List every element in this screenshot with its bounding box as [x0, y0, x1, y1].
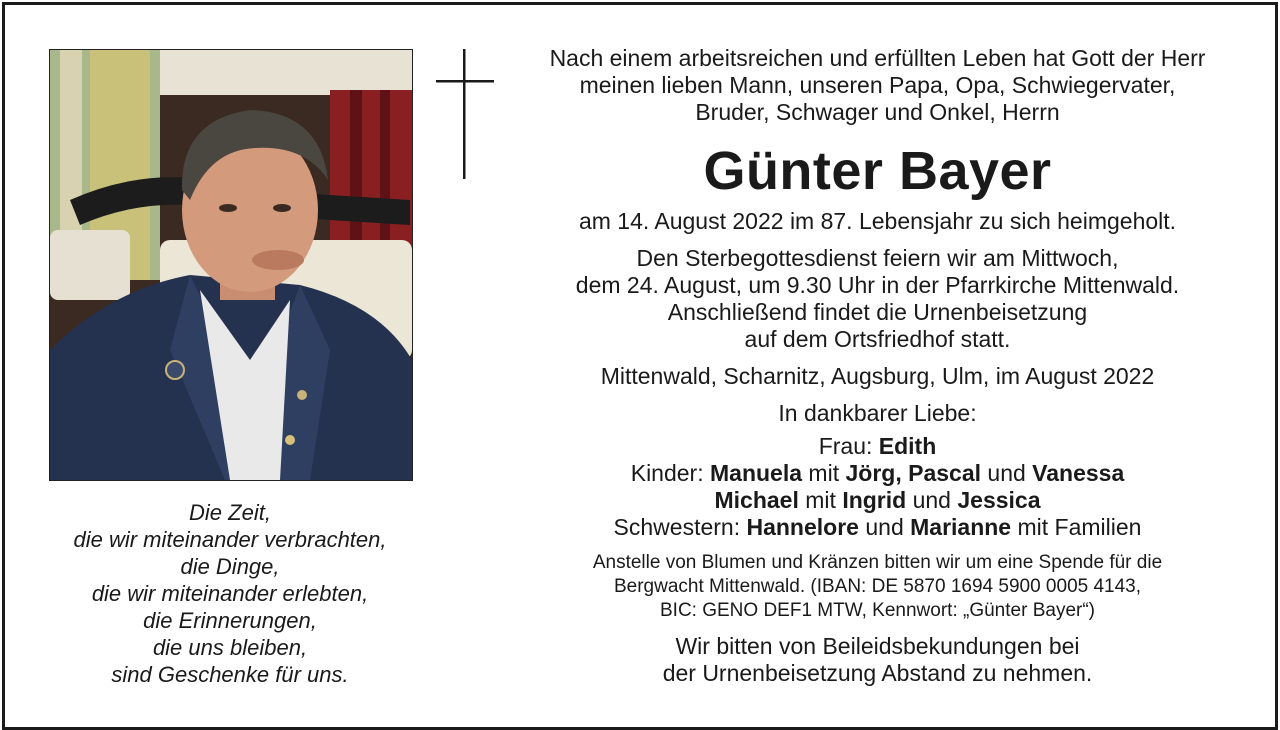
connector: mit	[808, 460, 840, 486]
poem-line: die wir miteinander verbrachten,	[73, 527, 387, 552]
children-label: Kinder:	[630, 460, 704, 486]
closing-line: Wir bitten von Beileidsbekundungen bei	[675, 633, 1080, 659]
poem-line: die wir miteinander erlebten,	[91, 581, 369, 606]
donation-line: Bergwacht Mittenwald. (IBAN: DE 5870 1694 5900 0005 4143,	[613, 576, 1142, 597]
deceased-name: Günter Bayer	[703, 141, 1052, 201]
connector: mit	[805, 487, 836, 513]
family-wife-line	[495, 433, 1260, 460]
service-line: Den Sterbegottesdienst feiern wir am Mittwoch,	[636, 245, 1119, 271]
cross-icon	[436, 49, 494, 179]
donation-line: Anstelle von Blumen und Kränzen bitten wir um eine Spende für die	[592, 552, 1163, 573]
connector: und	[865, 514, 904, 540]
closing-line: der Urnenbeisetzung Abstand zu nehmen.	[662, 660, 1093, 686]
intro-line: Nach einem arbeitsreichen und erfüllten Leben hat Gott der Herr	[549, 45, 1206, 71]
intro-line: Bruder, Schwager und Onkel, Herrn	[695, 99, 1060, 125]
poem-line: die Erinnerungen,	[143, 608, 317, 633]
family-children-line-2	[495, 487, 1260, 514]
poem-line: sind Geschenke für uns.	[111, 662, 349, 687]
connector: und	[987, 460, 1026, 486]
partner-names: Jörg, Pascal	[845, 460, 982, 486]
child-name: Manuela	[710, 460, 803, 486]
donation-line: BIC: GENO DEF1 MTW, Kennwort: „Günter Bayer“)	[660, 600, 1095, 621]
family-children-line	[495, 460, 1260, 487]
intro-line: meinen lieben Mann, unseren Papa, Opa, Schwiegervater,	[579, 72, 1176, 98]
poem-line: Die Zeit,	[189, 500, 271, 525]
donation-notice	[495, 551, 1260, 623]
portrait-photo	[49, 49, 413, 481]
places-date: Mittenwald, Scharnitz, Augsburg, Ulm, im August 2022	[600, 363, 1155, 389]
death-date-line: am 14. August 2022 im 87. Lebensjahr zu sich heimgeholt.	[578, 208, 1177, 234]
grandchild-name: Jessica	[957, 487, 1041, 513]
wife-label: Frau:	[818, 433, 873, 459]
grandchild-name: Vanessa	[1032, 460, 1125, 486]
service-line: Anschließend findet die Urnenbeisetzung	[667, 299, 1088, 325]
obituary-text	[495, 45, 1260, 687]
wife-name: Edith	[878, 433, 937, 459]
intro-text	[495, 45, 1260, 126]
poem-line: die uns bleiben,	[152, 635, 308, 660]
family-sisters-line	[495, 514, 1260, 541]
sister-name: Marianne	[910, 514, 1012, 540]
partner-name: Ingrid	[842, 487, 907, 513]
poem-line: die Dinge,	[180, 554, 280, 579]
obituary-frame	[2, 2, 1278, 730]
service-info	[495, 245, 1260, 353]
sisters-label: Schwestern:	[613, 514, 741, 540]
closing-notice	[495, 633, 1260, 687]
family-list	[495, 433, 1260, 541]
sister-name: Hannelore	[746, 514, 859, 540]
sisters-suffix: mit Familien	[1017, 514, 1142, 540]
service-line: dem 24. August, um 9.30 Uhr in der Pfarrkirche Mittenwald.	[575, 272, 1180, 298]
thanks-heading: In dankbarer Liebe:	[778, 400, 977, 426]
connector: und	[912, 487, 951, 513]
memorial-poem	[35, 499, 425, 688]
child-name: Michael	[714, 487, 799, 513]
service-line: auf dem Ortsfriedhof statt.	[744, 326, 1011, 352]
